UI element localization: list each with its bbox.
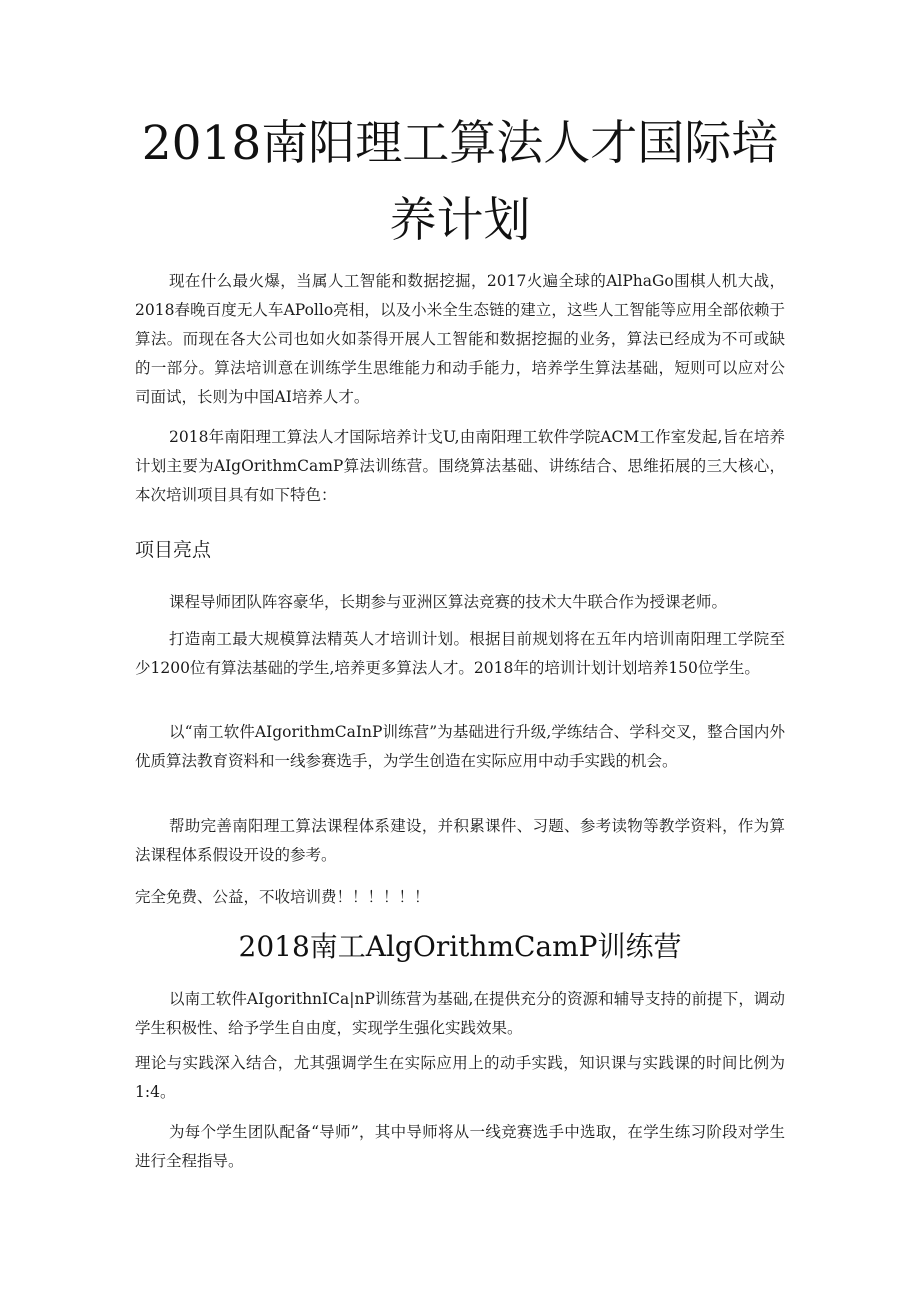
document-title-line-1: 2018南阳理工算法人才国际培 <box>141 116 779 171</box>
camp-paragraph-1: 以南工软件AIgorithnICa|nP训练营为基础,在提供充分的资源和辅导支持的前提下，调动学生积极性、给予学生自由度，实现学生强化实践效果。 <box>135 990 785 1037</box>
intro-paragraph-1: 现在什么最火爆，当属人工智能和数据挖掘，2017火遍全球的AlPhaGo围棋人机大战，2018春晚百度无人车APollo亮相，以及小米全生态链的建立，这些人工智能等应用全部依赖于算法。而现在各大公司也如火如荼得开展人工智能和数据挖掘的业务，算法已经成为不可或缺的一部分。算法培训意在训练学生思维能力和动手能力，培养学生算法基础，短则可以应对公司面试，长则为中国AI培养人才。 <box>135 272 785 406</box>
highlights-heading: 项目亮点 <box>135 539 212 561</box>
intro-paragraph-2: 2018年南阳理工算法人才国际培养计戈U,由南阳理工软件学院ACM工作室发起,旨在培养计划主要为AIgOrithmCamP算法训练营。围绕算法基础、讲练结合、思维拓展的三大核心，本次培训项目具有如下特色： <box>135 428 785 504</box>
camp-paragraph-2: 理论与实践深入结合，尤其强调学生在实际应用上的动手实践，知识课与实践课的时间比例为1:4。 <box>135 1054 785 1101</box>
highlight-item-3: 以“南工软件AIgorithmCaInP训练营”为基础进行升级,学练结合、学科交叉，整合国内外优质算法教育资料和一线参赛选手，为学生创造在实际应用中动手实践的机会。 <box>135 723 785 770</box>
highlight-item-2: 打造南工最大规模算法精英人才培训计划。根据目前规划将在五年内培训南阳理工学院至少1200位有算法基础的学生,培养更多算法人才。2018年的培训计划计划培养150位学生。 <box>135 630 785 677</box>
highlight-item-4: 帮助完善南阳理工算法课程体系建设，并积累课件、习题、参考读物等教学资料，作为算法课程体系假设开设的参考。 <box>135 817 785 864</box>
highlight-item-5: 完全免费、公益，不收培训费！！！！！！ <box>135 888 430 906</box>
camp-paragraph-3: 为每个学生团队配备“导师”，其中导师将从一线竞赛选手中选取，在学生练习阶段对学生进行全程指导。 <box>135 1123 785 1170</box>
camp-heading: 2018南工AlgOrithmCamP训练营 <box>238 930 682 963</box>
document-title-line-2: 养计划 <box>389 193 531 248</box>
highlight-item-1: 课程导师团队阵容豪华，长期参与亚洲区算法竞赛的技术大牛联合作为授课老师。 <box>169 593 728 611</box>
